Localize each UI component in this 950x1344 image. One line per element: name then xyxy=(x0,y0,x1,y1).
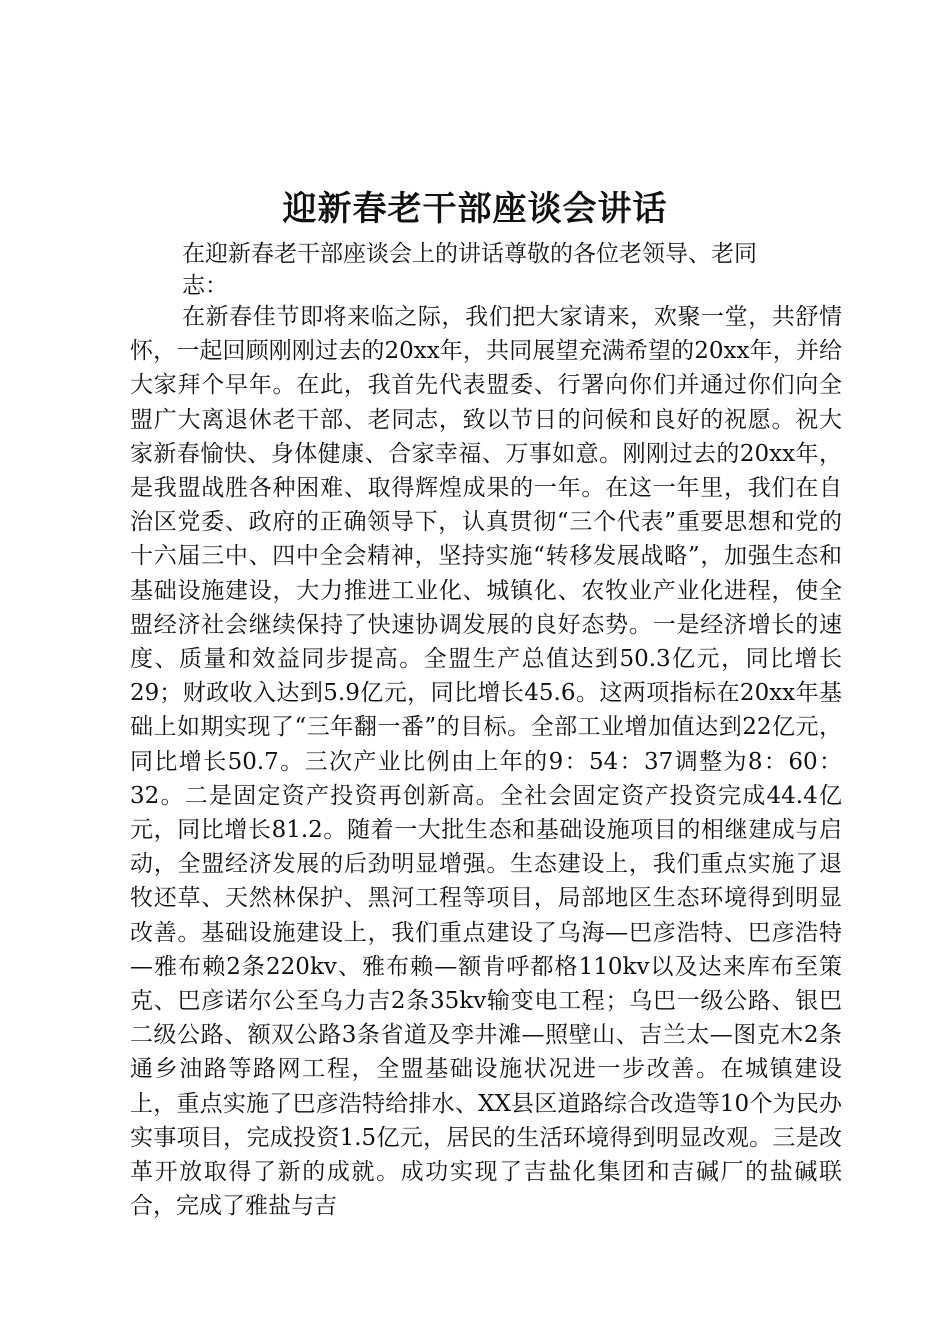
salutation-paragraph: 在迎新春老干部座谈会上的讲话尊敬的各位老领导、老同志： xyxy=(182,241,757,299)
speech-body-paragraph: 在新春佳节即将来临之际，我们把大家请来，欢聚一堂，共舒情怀，一起回顾刚刚过去的20xx年，共同展望充满希望的20xx年，并给大家拜个早年。在此，我首先代表盟委、行署向你们并通过你们向全盟广大离退休老干部、老同志，致以节日的问候和良好的祝愿。祝大家新春愉快、身体健康、合家幸福、万事如意。刚刚过去的20xx年，是我盟战胜各种困难、取得辉煌成果的一年。在这一年里，我们在自治区党委、政府的正确领导下，认真贯彻“三个代表”重要思想和党的十六届三中、四中全会精神，坚持实施“转移发展战略”，加强生态和基础设施建设，大力推进工业化、城镇化、农牧业产业化进程，使全盟经济社会继续保持了快速协调发展的良好态势。一是经济增长的速度、质量和效益同步提高。全盟生产总值达到50.3亿元，同比增长29；财政收入达到5.9亿元，同比增长45.6。这两项指标在20xx年基础上如期实现了“三年翻一番”的目标。全部工业增加值达到22亿元，同比增长50.7。三次产业比例由上年的9：54：37调整为8：60：32。二是固定资产投资再创新高。全社会固定资产投资完成44.4亿元，同比增长81.2。随着一大批生态和基础设施项目的相继建成与启动，全盟经济发展的后劲明显增强。生态建设上，我们重点实施了退牧还草、天然林保护、黑河工程等项目，局部地区生态环境得到明显改善。基础设施建设上，我们重点建设了乌海—巴彦浩特、巴彦浩特—雅布赖2条220kv、雅布赖—额肯呼都格110kv以及达来库布至策克、巴彦诺尔公至乌力吉2条35kv输变电工程；乌巴一级公路、银巴二级公路、额双公路3条省道及孪井滩—照壁山、吉兰太—图克木2条通乡油路等路网工程，全盟基础设施状况进一步改善。在城镇建设上，重点实施了巴彦浩特给排水、XX县区道路综合改造等10个为民办实事项目，完成投资1.5亿元，居民的生活环境得到明显改观。三是改革开放取得了新的成就。成功实现了吉盐化集团和吉碱厂的盐碱联合，完成了雅盐与吉 xyxy=(130,304,842,1220)
document-title: 迎新春老干部座谈会讲话 xyxy=(282,189,668,229)
